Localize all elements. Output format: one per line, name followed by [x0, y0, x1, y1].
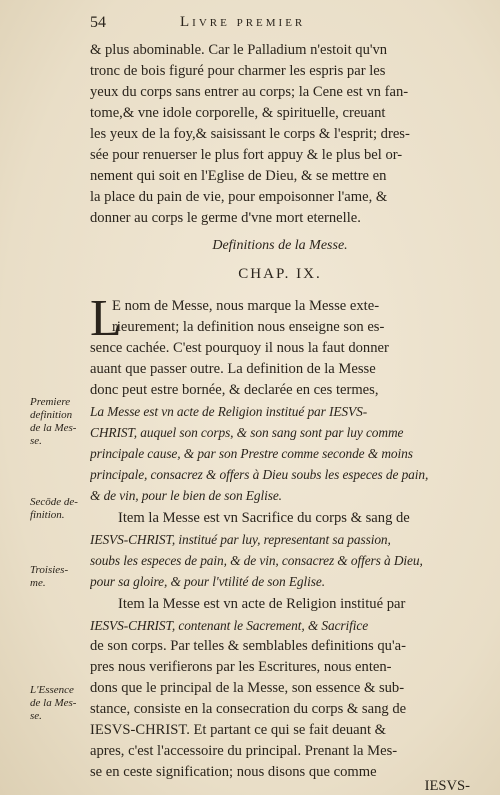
text-line: & de vin, pour le bien de son Eglise. — [90, 488, 282, 503]
text-line: Item la Messe est vn Sacrifice du corps & sang de — [118, 510, 410, 526]
text-line: pres nous verifierons par les Escritures, nous enten- — [90, 659, 392, 675]
catchword: IESVS- — [424, 778, 470, 794]
text-line: se en ceste signification; nous disons que comme — [90, 764, 377, 780]
text-line: IESVS-CHRIST, contenant le Sacrement, & Sacrifice — [90, 618, 369, 633]
chapter-title: CHAP. IX. — [238, 266, 322, 282]
text-line: E nom de Messe, nous marque la Messe exte- — [112, 298, 380, 314]
text-line: la place du pain de vie, pour empoisonner l'ame, & — [90, 189, 388, 205]
margin-note-line: definition — [30, 409, 73, 421]
text-line: donc peut estre bornée, & declarée en ces termes, — [90, 382, 379, 398]
text-line: IESVS-CHRIST. Et partant ce qui se fait deuant & — [90, 722, 387, 738]
margin-note-line: me. — [30, 577, 46, 589]
text-line: nement qui soit en l'Eglise de Dieu, & se mettre en — [90, 168, 387, 184]
page-number: 54 — [90, 14, 106, 31]
text-line: sence cachée. C'est pourquoy il nous la faut donner — [90, 340, 389, 356]
margin-note-second-definition — [30, 496, 86, 522]
margin-note-third-definition — [30, 564, 86, 590]
text-line: pour sa gloire, & pour l'vtilité de son Eglise. — [90, 574, 325, 589]
margin-note-line: de la Mes- — [30, 422, 77, 434]
margin-note-line: se. — [30, 435, 42, 447]
margin-note-line: se. — [30, 710, 42, 722]
text-line: CHRIST, auquel son corps, & son sang sont par luy comme — [90, 425, 404, 440]
text-line: tome,& vne idole corporelle, & spirituelle, creuant — [90, 105, 386, 121]
text-line: rieurement; la definition nous enseigne son es- — [112, 319, 385, 335]
section-title: Definitions de la Messe. — [212, 238, 348, 253]
page-header — [90, 12, 470, 34]
text-line: principale, consacrez & offers à Dieu soubs les especes de pain, — [90, 467, 429, 482]
margin-note-line: Troisies- — [30, 564, 69, 576]
text-line: IESVS-CHRIST, institué par luy, representant sa passion, — [90, 532, 391, 547]
text-line: & plus abominable. Car le Palladium n'estoit qu'vn — [90, 42, 388, 58]
text-line: La Messe est vn acte de Religion institué par IESVS- — [90, 404, 368, 419]
text-line: principale cause, & par son Prestre comme seconde & moins — [90, 446, 413, 461]
margin-note-line: Premiere — [30, 396, 71, 408]
text-line: stance, consiste en la consecration du corps & sang de — [90, 701, 407, 717]
running-head: Livre premier — [180, 14, 306, 30]
text-line: de son corps. Par telles & semblables definitions qu'a- — [90, 638, 406, 654]
drop-cap: L — [90, 290, 122, 347]
text-line: Item la Messe est vn acte de Religion institué par — [118, 596, 406, 612]
margin-note-line: L'Essence — [30, 684, 74, 696]
text-line: sée pour renuerser le plus fort appuy & le plus bel or- — [90, 147, 403, 163]
text-line: soubs les especes de pain, & de vin, consacrez & offers à Dieu, — [90, 553, 423, 568]
margin-note-line: finition. — [30, 509, 65, 521]
text-line: yeux du corps sans entrer au corps; la Cene est vn fan- — [90, 84, 409, 100]
margin-note-line: Secōde de- — [30, 496, 78, 508]
text-line: donner au corps le germe d'vne mort eternelle. — [90, 210, 361, 226]
text-line: dons que le principal de la Messe, son essence & sub- — [90, 680, 405, 696]
text-line: les yeux de la foy,& saisissant le corps & l'esprit; dres- — [90, 126, 410, 142]
margin-note-essence — [30, 684, 86, 723]
margin-note-line: de la Mes- — [30, 697, 77, 709]
text-line: auant que passer outre. La definition de la Messe — [90, 361, 376, 377]
text-line: tronc de bois figuré pour charmer les espris par les — [90, 63, 386, 79]
text-line: apres, c'est l'accessoire du principal. Prenant la Mes- — [90, 743, 398, 759]
margin-note-first-definition — [30, 396, 86, 448]
